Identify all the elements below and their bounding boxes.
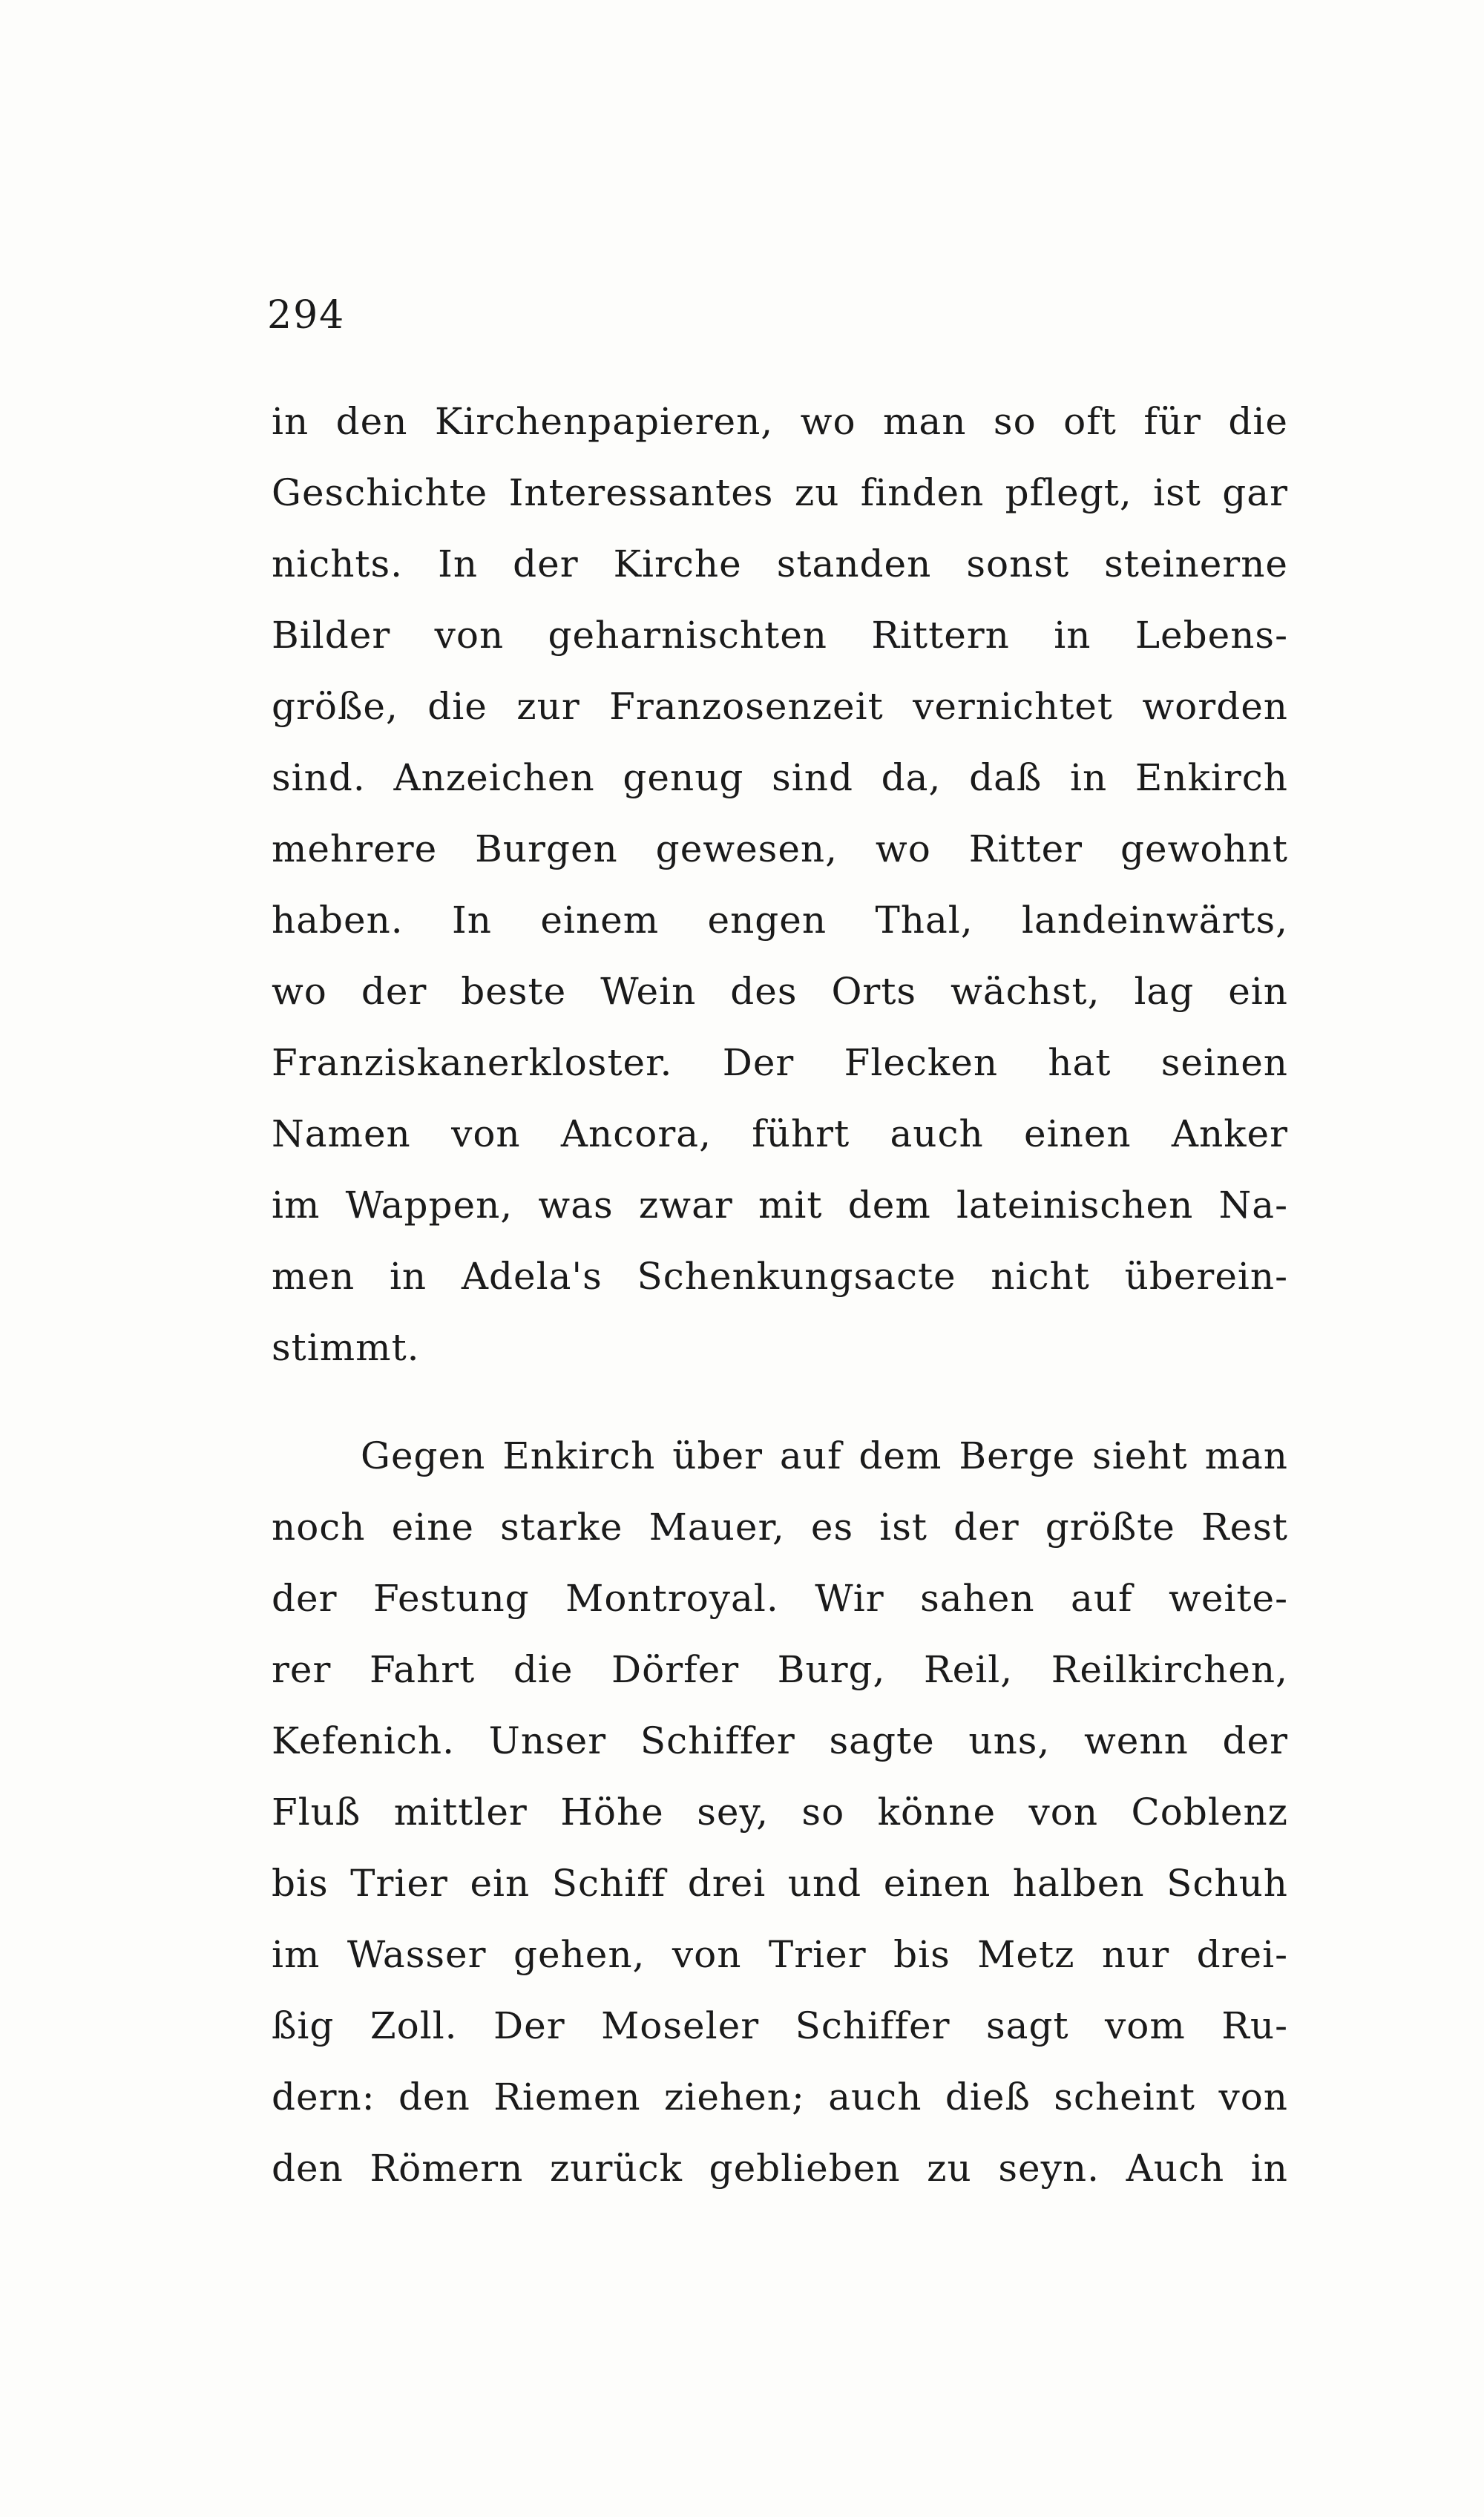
text-line: haben. In einem engen Thal, landeinwärts,: [272, 899, 1288, 942]
text-line: Kefenich. Unser Schiffer sagte uns, wenn der: [272, 1719, 1288, 1762]
text-line: sind. Anzeichen genug sind da, daß in Enkirch: [272, 756, 1288, 799]
paragraph-2: [272, 1420, 1288, 2204]
text-line: in den Kirchenpapieren, wo man so oft für die: [272, 400, 1288, 443]
text-line: Gegen Enkirch über auf dem Berge sieht man: [361, 1434, 1288, 1477]
text-line: Geschichte Interessantes zu finden pflegt, ist gar: [272, 471, 1288, 514]
page-number: 294: [267, 293, 346, 338]
text-line: Franziskanerkloster. Der Flecken hat seinen: [272, 1041, 1288, 1084]
text-line: den Römern zurück geblieben zu seyn. Auch in: [272, 2147, 1288, 2190]
text-line: noch eine starke Mauer, es ist der größte Rest: [272, 1506, 1288, 1549]
paragraph-1: [272, 386, 1288, 1383]
text-line: Namen von Ancora, führt auch einen Anker: [272, 1112, 1288, 1155]
text-line: der Festung Montroyal. Wir sahen auf weite-: [272, 1577, 1288, 1620]
text-line: im Wasser gehen, von Trier bis Metz nur drei-: [272, 1933, 1288, 1976]
text-line: nichts. In der Kirche standen sonst steinerne: [272, 542, 1288, 585]
text-line: mehrere Burgen gewesen, wo Ritter gewohnt: [272, 827, 1288, 870]
body-text: [272, 386, 1288, 2204]
text-line: stimmt.: [272, 1326, 420, 1369]
text-line: im Wappen, was zwar mit dem lateinischen Na-: [272, 1184, 1288, 1227]
text-line: rer Fahrt die Dörfer Burg, Reil, Reilkirchen,: [272, 1648, 1288, 1691]
text-line: Bilder von geharnischten Rittern in Lebens-: [272, 614, 1288, 657]
text-line: dern: den Riemen ziehen; auch dieß scheint von: [272, 2075, 1288, 2119]
text-line: Fluß mittler Höhe sey, so könne von Coblenz: [272, 1791, 1288, 1834]
text-line: men in Adela's Schenkungsacte nicht überein-: [272, 1255, 1288, 1298]
text-line: bis Trier ein Schiff drei und einen halben Schuh: [272, 1862, 1288, 1905]
text-line: ßig Zoll. Der Moseler Schiffer sagt vom Ru-: [272, 2004, 1288, 2047]
text-line: größe, die zur Franzosenzeit vernichtet worden: [272, 685, 1288, 728]
text-line: wo der beste Wein des Orts wächst, lag ein: [272, 970, 1288, 1013]
